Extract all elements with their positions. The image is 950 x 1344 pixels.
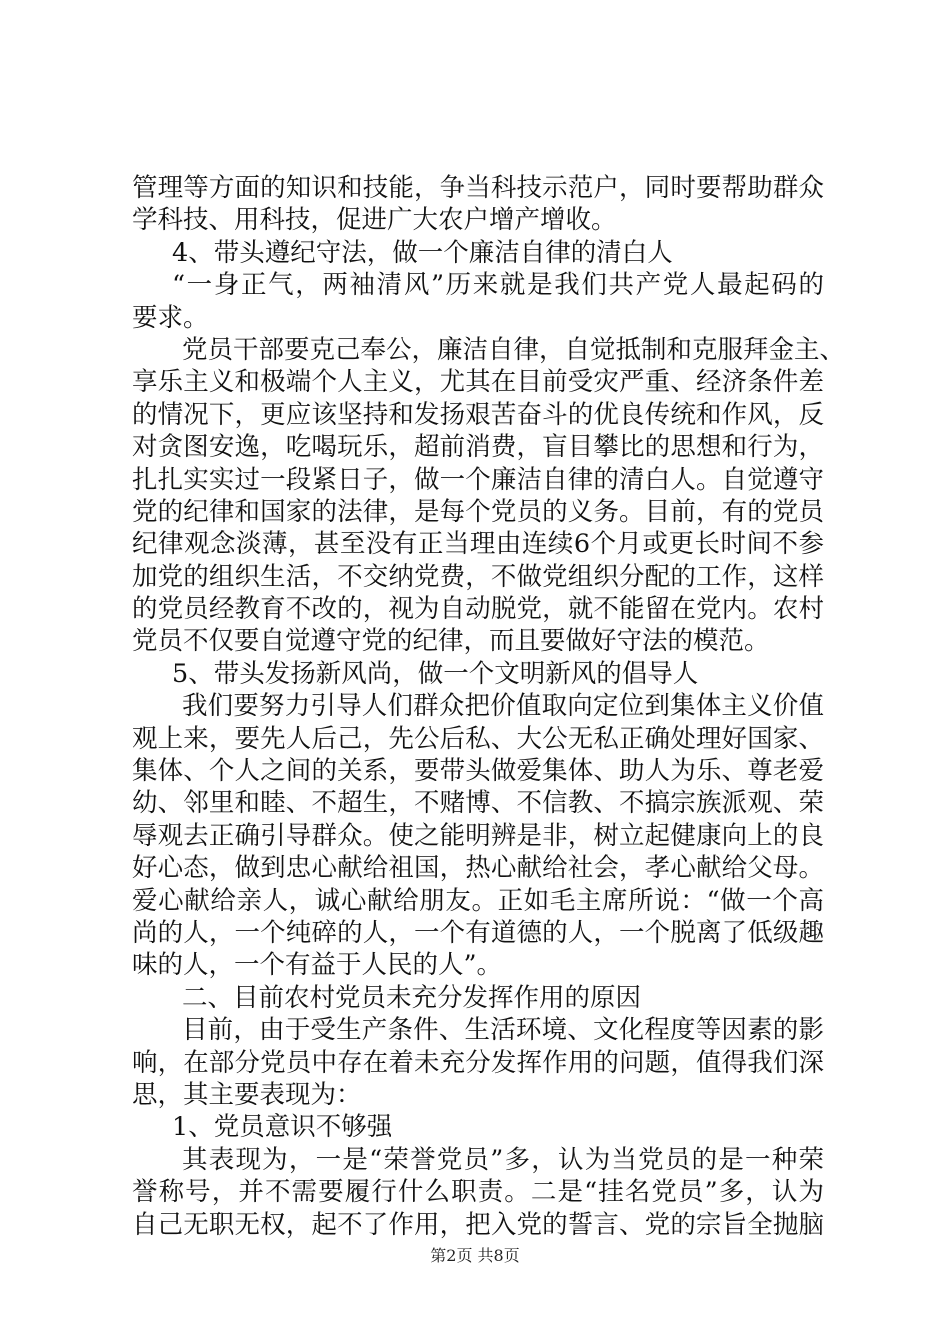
text-line: 对贪图安逸，吃喝玩乐，超前消费，盲目攀比的思想和行为， [132,432,824,463]
text-line: 加党的组织生活，不交纳党费，不做党组织分配的工作，这样 [132,561,824,592]
page-footer: 第2页 共8页 [430,1246,520,1265]
text-line: 幼、邻里和睦、不超生，不赌博、不信教、不搞宗族派观、荣 [132,788,824,819]
text-line: 目前，由于受生产条件、生活环境、文化程度等因素的影 [182,1015,824,1046]
text-line: 思，其主要表现为： [132,1079,362,1110]
text-line: 誉称号，并不需要履行什么职责。二是“挂名党员”多，认为 [132,1177,824,1208]
text-line: 的情况下，更应该坚持和发扬艰苦奋斗的优良传统和作风，反 [132,399,824,430]
section-heading: 4、带头遵纪守法，做一个廉洁自律的清白人 [172,237,673,268]
text-line: 观上来，要先人后己，先公后私、大公无私正确处理好国家、 [132,723,824,754]
text-line: 享乐主义和极端个人主义，尤其在目前受灾严重、经济条件差 [132,367,824,398]
text-line: 的党员经教育不改的，视为自动脱党，就不能留在党内。农村 [132,594,824,625]
section-heading: 5、带头发扬新风尚，做一个文明新风的倡导人 [172,658,699,689]
text-line: 管理等方面的知识和技能，争当科技示范户，同时要帮助群众 [132,173,824,203]
text-line: 爱心献给亲人，诚心献给朋友。正如毛主席所说：“做一个高 [132,885,824,916]
text-line: 其表现为，一是“荣誉党员”多，认为当党员的是一种荣 [182,1144,824,1175]
text-line: 党员干部要克己奉公，廉洁自律，自觉抵制和克服拜金主、 [182,334,846,365]
text-line: 要求。 [132,302,209,333]
text-line: 学科技、用科技，促进广大农户增产增收。 [132,205,617,236]
body-text [132,172,846,1241]
text-line: 辱观去正确引导群众。使之能明辨是非，树立起健康向上的良 [132,820,824,851]
text-line: 集体、个人之间的关系，要带头做爱集体、助人为乐、尊老爱 [132,756,824,787]
text-line: 味的人，一个有益于人民的人”。 [132,950,503,981]
text-line: 响，在部分党员中存在着未充分发挥作用的问题，值得我们深 [132,1047,824,1078]
text-line: 好心态，做到忠心献给祖国，热心献给社会，孝心献给父母。 [132,853,824,884]
section-heading: 二、目前农村党员未充分发挥作用的原因 [182,982,642,1013]
section-heading: 1、党员意识不够强 [172,1112,393,1143]
text-line: 党的纪律和国家的法律，是每个党员的义务。目前，有的党员 [132,496,824,527]
text-line: 纪律观念淡薄，甚至没有正当理由连续6个月或更长时间不参 [132,529,824,560]
text-line: 扎扎实实过一段紧日子，做一个廉洁自律的清白人。自觉遵守 [132,464,824,495]
text-line: 我们要努力引导人们群众把价值取向定位到集体主义价值 [182,691,824,722]
text-line: 自己无职无权，起不了作用，把入党的誓言、党的宗旨全抛脑 [132,1209,824,1240]
text-line: “一身正气，两袖清风”历来就是我们共产党人最起码的 [172,270,824,301]
text-line: 党员不仅要自觉遵守党的纪律，而且要做好守法的模范。 [132,626,770,657]
text-line: 尚的人，一个纯碎的人，一个有道德的人，一个脱离了低级趣 [132,917,824,948]
